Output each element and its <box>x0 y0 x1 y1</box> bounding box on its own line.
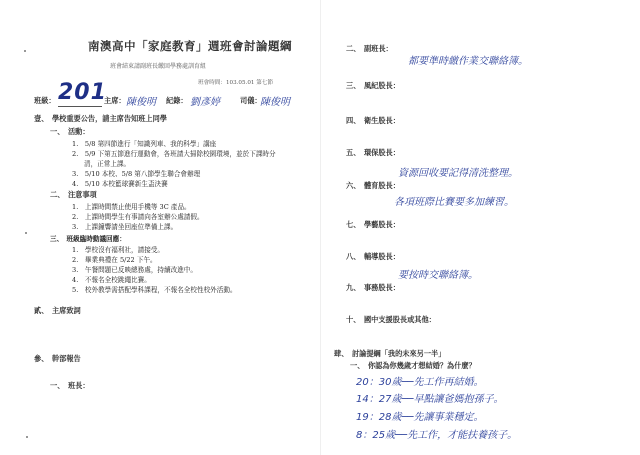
activity-item: 1. 5/8 第四節進行「知識列車、我的科學」講座 <box>72 140 217 148</box>
officer-discipline: 三、 風紀股長： <box>346 81 400 90</box>
activity-item-cont: 清，正常上課。 <box>84 160 131 168</box>
scan-speck <box>24 50 26 52</box>
sub-motions: 三、 班級臨時動議回應： <box>50 235 126 243</box>
vice-leader-report: 都要準時繳作業交聯絡簿。 <box>408 56 528 67</box>
officer-affairs: 九、 事務股長： <box>346 283 400 292</box>
class-number: 201 <box>58 80 107 105</box>
motion-item: 3. 午餐問題已反映總務處，持續改進中。 <box>72 266 197 274</box>
discussion-answer: 14：27歲──早點讓爸媽抱孫子。 <box>356 394 504 405</box>
officer-environment: 五、 環保股長： <box>346 148 400 157</box>
officer-other: 十、 國中支援股長或其他： <box>346 315 436 324</box>
page-fold <box>320 0 321 455</box>
meeting-date: 班會時間：103.05.01 第七節 <box>198 80 273 86</box>
discussion-answer: 20：30歲──先工作再結婚。 <box>356 377 484 388</box>
chair-label: 主席： <box>104 96 126 105</box>
section-discussion: 肆、 討論提綱「我的未來另一半」 <box>334 349 446 358</box>
section-announcements: 壹、 學校重要公告，請主席告知班上同學 <box>34 114 167 123</box>
scan-speck <box>26 436 28 438</box>
class-underline <box>58 106 102 107</box>
officer-academic: 七、 學藝股長： <box>346 220 400 229</box>
discussion-answer: 19：28歲──先讓事業穩定。 <box>356 412 484 423</box>
record-label: 紀錄： <box>166 96 188 105</box>
activity-item: 3. 5/10 本校、5/8 第八節學生聯合會辦理 <box>72 170 201 178</box>
notice-item: 1. 上課時間禁止使用手機等 3C 產品。 <box>72 203 191 211</box>
document-subtitle: 班會結束請副班長繳回學務處訓育組 <box>110 63 207 70</box>
officer-vice-leader: 二、 副班長： <box>346 44 393 53</box>
mc-name: 陳俊明 <box>260 97 290 108</box>
officer-class-leader: 一、 班長： <box>50 381 90 390</box>
motion-item: 5. 校外教學需搭配學科課程，不報名全校性校外活動。 <box>72 286 237 294</box>
chair-name: 陳俊明 <box>126 97 156 108</box>
mc-label: 司儀： <box>240 96 262 105</box>
counseling-report: 要按時交聯絡簿。 <box>398 270 478 281</box>
motion-item: 2. 畢業典禮在 5/22 下午。 <box>72 256 157 264</box>
discussion-question: 一、 你認為你幾歲才想結婚？為什麼？ <box>350 361 476 370</box>
officer-counseling: 八、 輔導股長： <box>346 252 400 261</box>
section-officer-reports: 參、 幹部報告 <box>34 354 81 363</box>
environment-report: 資源回收要記得清洗整理。 <box>398 168 518 179</box>
notice-item: 3. 上課鐘響請坐回座位準備上課。 <box>72 223 178 231</box>
discussion-answer: 8：25歲──先工作，才能扶養孩子。 <box>356 430 518 441</box>
document-title: 南澳高中「家庭教育」週班會討論題綱 <box>88 39 292 53</box>
officer-hygiene: 四、 衛生股長： <box>346 116 400 125</box>
sub-notices: 二、 注意事項 <box>50 190 97 199</box>
motion-item: 4. 不報名全校跳繩比賽。 <box>72 276 151 284</box>
officer-sports: 六、 體育股長： <box>346 181 400 190</box>
sub-activities: 一、 活動： <box>50 127 90 136</box>
scan-speck <box>25 232 27 234</box>
sports-report: 各項班際比賽要多加練習。 <box>394 197 514 208</box>
notice-item: 2. 上課時間學生有事請向各室辦公處請假。 <box>72 213 204 221</box>
section-chair-speech: 貳、 主席致詞 <box>34 306 81 315</box>
class-label: 班級： <box>34 96 56 105</box>
motion-item: 1. 學校沒有福利社，請接受。 <box>72 246 165 254</box>
record-name: 劉彥婷 <box>190 97 220 108</box>
activity-item: 2. 5/9 下第五節進行運動會，各班請大掃除校園環境，並於下課時分 <box>72 150 276 158</box>
activity-item: 4. 5/10 本校籃球賽新生盃決賽 <box>72 180 168 188</box>
